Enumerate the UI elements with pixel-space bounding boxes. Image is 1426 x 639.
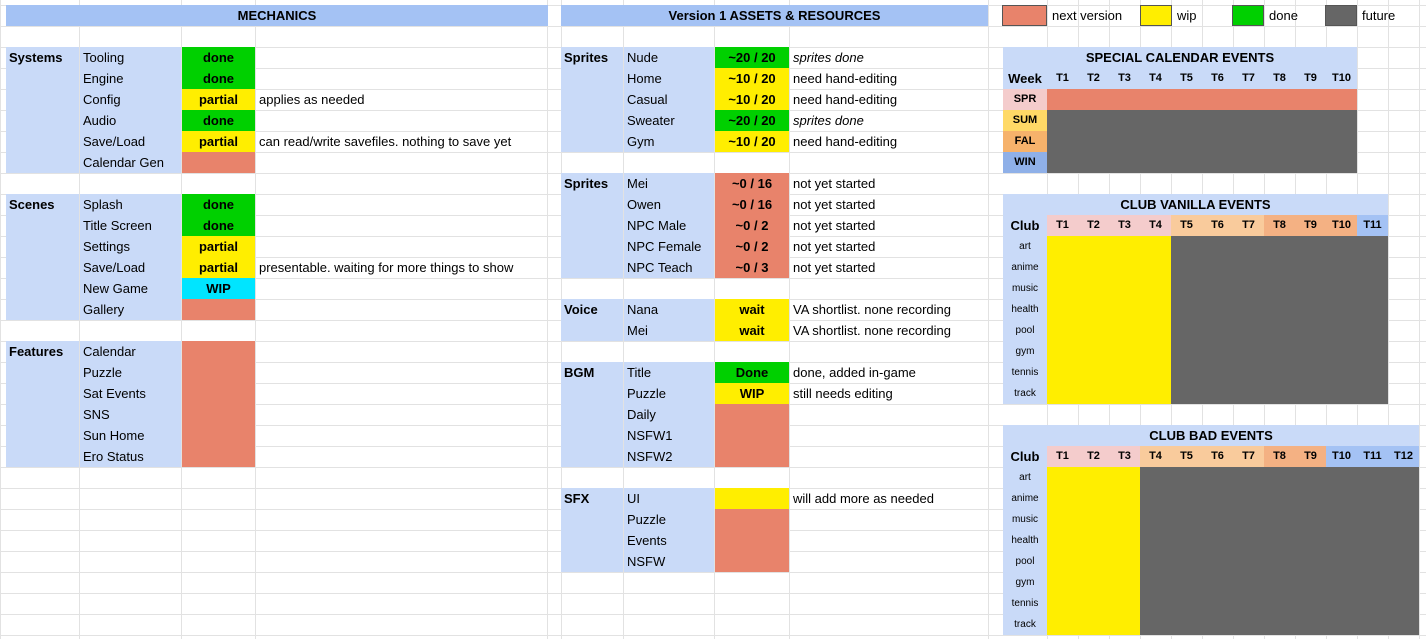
club-label[interactable]: pool <box>1003 551 1047 572</box>
note-cell[interactable]: VA shortlist. none recording <box>793 323 952 338</box>
item-label[interactable]: NSFW1 <box>624 425 714 446</box>
grid-corner[interactable]: Club <box>1003 215 1047 236</box>
special-calendar-title[interactable]: SPECIAL CALENDAR EVENTS <box>1003 47 1357 68</box>
status-cell[interactable]: partial <box>182 131 255 152</box>
status-cell[interactable] <box>715 488 789 509</box>
group-label[interactable]: Sprites <box>561 173 623 194</box>
event-cell[interactable] <box>1326 110 1357 131</box>
item-label[interactable]: Events <box>624 530 714 551</box>
turn-header[interactable]: T6 <box>1202 215 1233 236</box>
event-cell-future[interactable] <box>1140 551 1419 572</box>
group-label[interactable] <box>6 278 79 299</box>
status-cell[interactable]: ~0 / 2 <box>715 236 789 257</box>
club-bad-title[interactable]: CLUB BAD EVENTS <box>1003 425 1419 446</box>
turn-header[interactable]: T2 <box>1078 68 1109 89</box>
event-cell[interactable] <box>1140 89 1171 110</box>
turn-header[interactable]: T9 <box>1295 68 1326 89</box>
turn-header[interactable]: T12 <box>1388 446 1419 467</box>
event-cell[interactable] <box>1233 89 1264 110</box>
item-label[interactable]: Owen <box>624 194 714 215</box>
item-label[interactable]: Calendar Gen <box>80 152 181 173</box>
event-cell[interactable] <box>1264 131 1295 152</box>
turn-header[interactable]: T3 <box>1109 68 1140 89</box>
turn-header[interactable]: T7 <box>1233 446 1264 467</box>
event-cell-wip[interactable] <box>1047 572 1140 593</box>
event-cell[interactable] <box>1047 131 1078 152</box>
turn-header[interactable]: T9 <box>1295 215 1326 236</box>
legend-label: next version <box>1052 8 1123 23</box>
group-label[interactable] <box>561 68 623 89</box>
group-label[interactable]: Voice <box>561 299 623 320</box>
status-cell[interactable] <box>182 425 255 446</box>
status-cell[interactable] <box>182 362 255 383</box>
note-cell[interactable]: not yet started <box>793 218 876 233</box>
legend-swatch-future <box>1325 5 1357 26</box>
status-cell[interactable] <box>182 152 255 173</box>
event-cell[interactable] <box>1264 110 1295 131</box>
item-label[interactable]: NSFW <box>624 551 714 572</box>
event-cell-wip[interactable] <box>1047 530 1140 551</box>
event-cell[interactable] <box>1202 131 1233 152</box>
group-label[interactable] <box>561 131 623 152</box>
club-label[interactable]: gym <box>1003 572 1047 593</box>
group-label[interactable] <box>561 215 623 236</box>
note-cell[interactable]: not yet started <box>793 197 876 212</box>
group-label[interactable] <box>6 404 79 425</box>
status-cell[interactable]: ~0 / 2 <box>715 215 789 236</box>
event-cell[interactable] <box>1140 152 1171 173</box>
status-cell[interactable] <box>182 404 255 425</box>
event-cell[interactable] <box>1264 89 1295 110</box>
status-cell[interactable] <box>182 341 255 362</box>
event-cell-wip[interactable] <box>1047 299 1171 320</box>
turn-header[interactable]: T7 <box>1233 68 1264 89</box>
legend-swatch-next <box>1002 5 1047 26</box>
event-cell[interactable] <box>1140 110 1171 131</box>
item-label[interactable]: Sweater <box>624 110 714 131</box>
status-cell[interactable]: ~10 / 20 <box>715 68 789 89</box>
item-label[interactable]: NSFW2 <box>624 446 714 467</box>
event-cell-future[interactable] <box>1140 509 1419 530</box>
event-cell[interactable] <box>1109 89 1140 110</box>
event-cell-wip[interactable] <box>1047 488 1140 509</box>
turn-header[interactable]: T8 <box>1264 446 1295 467</box>
note-cell[interactable]: will add more as needed <box>793 491 934 506</box>
event-cell[interactable] <box>1326 89 1357 110</box>
turn-header[interactable]: T1 <box>1047 215 1078 236</box>
group-label[interactable] <box>561 551 623 572</box>
section-title[interactable]: MECHANICS <box>6 5 548 26</box>
item-label[interactable]: Puzzle <box>624 509 714 530</box>
turn-header[interactable]: T7 <box>1233 215 1264 236</box>
item-label[interactable]: Nana <box>624 299 714 320</box>
event-cell-future[interactable] <box>1140 593 1419 614</box>
status-cell[interactable]: done <box>182 47 255 68</box>
legend-swatch-wip <box>1140 5 1172 26</box>
item-label[interactable]: Splash <box>80 194 181 215</box>
turn-header[interactable]: T4 <box>1140 446 1171 467</box>
group-label[interactable] <box>6 446 79 467</box>
season-label[interactable]: FAL <box>1003 131 1047 152</box>
event-cell-future[interactable] <box>1171 236 1388 257</box>
event-cell[interactable] <box>1171 152 1202 173</box>
event-cell[interactable] <box>1233 152 1264 173</box>
group-label[interactable] <box>561 194 623 215</box>
group-label[interactable] <box>6 362 79 383</box>
item-label[interactable]: Save/Load <box>80 131 181 152</box>
item-label[interactable]: Casual <box>624 89 714 110</box>
event-cell[interactable] <box>1326 152 1357 173</box>
turn-header[interactable]: T11 <box>1357 215 1388 236</box>
status-cell[interactable]: done <box>182 68 255 89</box>
event-cell[interactable] <box>1202 152 1233 173</box>
event-cell-future[interactable] <box>1140 572 1419 593</box>
event-cell[interactable] <box>1171 89 1202 110</box>
event-cell-wip[interactable] <box>1047 593 1140 614</box>
note-cell[interactable]: need hand-editing <box>793 92 898 107</box>
status-cell[interactable] <box>715 551 789 572</box>
group-label[interactable] <box>6 425 79 446</box>
group-label[interactable] <box>561 530 623 551</box>
event-cell[interactable] <box>1171 131 1202 152</box>
event-cell[interactable] <box>1047 89 1078 110</box>
status-cell[interactable] <box>182 299 255 320</box>
status-cell[interactable]: done <box>182 110 255 131</box>
group-label[interactable] <box>561 257 623 278</box>
item-label[interactable]: Ero Status <box>80 446 181 467</box>
status-cell[interactable]: done <box>182 215 255 236</box>
event-cell-future[interactable] <box>1171 341 1388 362</box>
club-label[interactable]: art <box>1003 467 1047 488</box>
item-label[interactable]: Nude <box>624 47 714 68</box>
club-label[interactable]: track <box>1003 383 1047 404</box>
club-label[interactable]: art <box>1003 236 1047 257</box>
item-label[interactable]: Engine <box>80 68 181 89</box>
status-cell[interactable]: done <box>182 194 255 215</box>
note-cell[interactable]: need hand-editing <box>793 71 898 86</box>
turn-header[interactable]: T6 <box>1202 68 1233 89</box>
event-cell-future[interactable] <box>1140 614 1419 635</box>
group-label[interactable]: Features <box>6 341 79 362</box>
event-cell[interactable] <box>1202 110 1233 131</box>
event-cell[interactable] <box>1140 131 1171 152</box>
status-cell[interactable]: ~20 / 20 <box>715 47 789 68</box>
group-label[interactable] <box>561 404 623 425</box>
club-label[interactable]: health <box>1003 530 1047 551</box>
section-title[interactable]: Version 1 ASSETS & RESOURCES <box>561 5 988 26</box>
group-label[interactable]: Scenes <box>6 194 79 215</box>
turn-header[interactable]: T3 <box>1109 446 1140 467</box>
grid-corner[interactable]: Week <box>1003 68 1047 89</box>
status-cell[interactable] <box>715 404 789 425</box>
event-cell[interactable] <box>1078 152 1109 173</box>
group-label[interactable]: BGM <box>561 362 623 383</box>
grid-corner[interactable]: Club <box>1003 446 1047 467</box>
item-label[interactable]: NPC Male <box>624 215 714 236</box>
group-label[interactable]: SFX <box>561 488 623 509</box>
turn-header[interactable]: T8 <box>1264 215 1295 236</box>
turn-header[interactable]: T10 <box>1326 215 1357 236</box>
note-cell[interactable]: done, added in-game <box>793 365 916 380</box>
status-cell[interactable]: ~20 / 20 <box>715 110 789 131</box>
season-label[interactable]: WIN <box>1003 152 1047 173</box>
club-label[interactable]: tennis <box>1003 362 1047 383</box>
event-cell-future[interactable] <box>1171 278 1388 299</box>
status-cell[interactable] <box>715 446 789 467</box>
group-label[interactable] <box>6 131 79 152</box>
event-cell-future[interactable] <box>1171 257 1388 278</box>
event-cell-wip[interactable] <box>1047 278 1171 299</box>
event-cell-wip[interactable] <box>1047 236 1171 257</box>
item-label[interactable]: Mei <box>624 173 714 194</box>
event-cell[interactable] <box>1295 131 1326 152</box>
legend-swatch-done <box>1232 5 1264 26</box>
turn-header[interactable]: T9 <box>1295 446 1326 467</box>
club-label[interactable]: anime <box>1003 488 1047 509</box>
club-label[interactable]: anime <box>1003 257 1047 278</box>
turn-header[interactable]: T11 <box>1357 446 1388 467</box>
group-label[interactable] <box>561 383 623 404</box>
club-label[interactable]: pool <box>1003 320 1047 341</box>
event-cell-wip[interactable] <box>1047 551 1140 572</box>
event-cell[interactable] <box>1078 131 1109 152</box>
event-cell-future[interactable] <box>1171 320 1388 341</box>
event-cell-wip[interactable] <box>1047 467 1140 488</box>
club-label[interactable]: tennis <box>1003 593 1047 614</box>
status-cell[interactable]: ~0 / 16 <box>715 194 789 215</box>
legend-label: future <box>1362 8 1396 23</box>
season-label[interactable]: SPR <box>1003 89 1047 110</box>
legend-label: wip <box>1177 8 1197 23</box>
group-label[interactable] <box>6 215 79 236</box>
item-label[interactable]: Gallery <box>80 299 181 320</box>
event-cell[interactable] <box>1109 131 1140 152</box>
group-label[interactable] <box>6 68 79 89</box>
event-cell-wip[interactable] <box>1047 614 1140 635</box>
event-cell-wip[interactable] <box>1047 257 1171 278</box>
club-label[interactable]: track <box>1003 614 1047 635</box>
item-label[interactable]: Tooling <box>80 47 181 68</box>
item-label[interactable]: SNS <box>80 404 181 425</box>
group-label[interactable] <box>561 110 623 131</box>
status-cell[interactable]: partial <box>182 257 255 278</box>
status-cell[interactable] <box>715 530 789 551</box>
event-cell-future[interactable] <box>1171 383 1388 404</box>
turn-header[interactable]: T10 <box>1326 446 1357 467</box>
group-label[interactable]: Systems <box>6 47 79 68</box>
status-cell[interactable]: wait <box>715 299 789 320</box>
status-cell[interactable] <box>715 509 789 530</box>
club-label[interactable]: music <box>1003 509 1047 530</box>
note-cell[interactable]: sprites done <box>793 50 864 65</box>
item-label[interactable]: Sat Events <box>80 383 181 404</box>
turn-header[interactable]: T5 <box>1171 215 1202 236</box>
event-cell[interactable] <box>1047 110 1078 131</box>
group-label[interactable] <box>6 110 79 131</box>
event-cell[interactable] <box>1078 110 1109 131</box>
event-cell-wip[interactable] <box>1047 383 1171 404</box>
event-cell-wip[interactable] <box>1047 341 1171 362</box>
status-cell[interactable]: ~0 / 16 <box>715 173 789 194</box>
event-cell[interactable] <box>1264 152 1295 173</box>
event-cell[interactable] <box>1233 110 1264 131</box>
turn-header[interactable]: T2 <box>1078 446 1109 467</box>
event-cell[interactable] <box>1078 89 1109 110</box>
turn-header[interactable]: T5 <box>1171 68 1202 89</box>
club-label[interactable]: music <box>1003 278 1047 299</box>
event-cell[interactable] <box>1295 110 1326 131</box>
group-label[interactable] <box>6 152 79 173</box>
event-cell[interactable] <box>1326 131 1357 152</box>
note-cell[interactable]: presentable. waiting for more things to show <box>259 260 514 275</box>
club-vanilla-title[interactable]: CLUB VANILLA EVENTS <box>1003 194 1388 215</box>
event-cell[interactable] <box>1109 110 1140 131</box>
status-cell[interactable] <box>715 425 789 446</box>
note-cell[interactable]: still needs editing <box>793 386 893 401</box>
note-cell[interactable]: applies as needed <box>259 92 365 107</box>
item-label[interactable]: Title Screen <box>80 215 181 236</box>
status-cell[interactable] <box>182 446 255 467</box>
item-label[interactable]: NPC Female <box>624 236 714 257</box>
item-label[interactable]: Sun Home <box>80 425 181 446</box>
group-label[interactable] <box>561 509 623 530</box>
item-label[interactable]: New Game <box>80 278 181 299</box>
club-label[interactable]: gym <box>1003 341 1047 362</box>
status-cell[interactable]: ~0 / 3 <box>715 257 789 278</box>
event-cell-wip[interactable] <box>1047 509 1140 530</box>
event-cell-wip[interactable] <box>1047 320 1171 341</box>
club-label[interactable]: health <box>1003 299 1047 320</box>
event-cell-future[interactable] <box>1171 362 1388 383</box>
turn-header[interactable]: T1 <box>1047 446 1078 467</box>
event-cell[interactable] <box>1047 152 1078 173</box>
group-label[interactable] <box>561 446 623 467</box>
status-cell[interactable]: Done <box>715 362 789 383</box>
group-label[interactable] <box>6 236 79 257</box>
group-label[interactable] <box>561 425 623 446</box>
status-cell[interactable]: partial <box>182 236 255 257</box>
item-label[interactable]: Calendar <box>80 341 181 362</box>
event-cell[interactable] <box>1109 152 1140 173</box>
note-cell[interactable]: not yet started <box>793 176 876 191</box>
item-label[interactable]: Mei <box>624 320 714 341</box>
status-cell[interactable]: WIP <box>182 278 255 299</box>
event-cell-future[interactable] <box>1140 530 1419 551</box>
note-cell[interactable]: not yet started <box>793 239 876 254</box>
item-label[interactable]: Config <box>80 89 181 110</box>
status-cell[interactable]: WIP <box>715 383 789 404</box>
turn-header[interactable]: T6 <box>1202 446 1233 467</box>
event-cell-future[interactable] <box>1171 299 1388 320</box>
note-cell[interactable]: can read/write savefiles. nothing to save yet <box>259 134 512 149</box>
turn-header[interactable]: T3 <box>1109 215 1140 236</box>
event-cell[interactable] <box>1295 152 1326 173</box>
status-cell[interactable] <box>182 383 255 404</box>
event-cell-future[interactable] <box>1140 488 1419 509</box>
group-label[interactable] <box>561 320 623 341</box>
note-cell[interactable]: not yet started <box>793 260 876 275</box>
group-label[interactable] <box>561 89 623 110</box>
group-label[interactable] <box>6 257 79 278</box>
item-label[interactable]: Daily <box>624 404 714 425</box>
item-label[interactable]: Puzzle <box>80 362 181 383</box>
status-cell[interactable]: partial <box>182 89 255 110</box>
turn-header[interactable]: T1 <box>1047 68 1078 89</box>
status-cell[interactable]: ~10 / 20 <box>715 89 789 110</box>
event-cell-future[interactable] <box>1140 467 1419 488</box>
item-label[interactable]: UI <box>624 488 714 509</box>
item-label[interactable]: Audio <box>80 110 181 131</box>
event-cell[interactable] <box>1233 131 1264 152</box>
note-cell[interactable]: VA shortlist. none recording <box>793 302 952 317</box>
item-label[interactable]: Gym <box>624 131 714 152</box>
item-label[interactable]: Home <box>624 68 714 89</box>
note-cell[interactable]: need hand-editing <box>793 134 898 149</box>
event-cell[interactable] <box>1202 89 1233 110</box>
group-label[interactable] <box>561 236 623 257</box>
turn-header[interactable]: T4 <box>1140 68 1171 89</box>
event-cell[interactable] <box>1295 89 1326 110</box>
item-label[interactable]: Puzzle <box>624 383 714 404</box>
note-cell[interactable]: sprites done <box>793 113 864 128</box>
turn-header[interactable]: T5 <box>1171 446 1202 467</box>
legend-label: done <box>1269 8 1298 23</box>
event-cell-wip[interactable] <box>1047 362 1171 383</box>
season-label[interactable]: SUM <box>1003 110 1047 131</box>
group-label[interactable]: Sprites <box>561 47 623 68</box>
turn-header[interactable]: T8 <box>1264 68 1295 89</box>
status-cell[interactable]: ~10 / 20 <box>715 131 789 152</box>
group-label[interactable] <box>6 299 79 320</box>
group-label[interactable] <box>6 89 79 110</box>
item-label[interactable]: Settings <box>80 236 181 257</box>
item-label[interactable]: Title <box>624 362 714 383</box>
event-cell[interactable] <box>1171 110 1202 131</box>
turn-header[interactable]: T10 <box>1326 68 1357 89</box>
item-label[interactable]: Save/Load <box>80 257 181 278</box>
turn-header[interactable]: T4 <box>1140 215 1171 236</box>
turn-header[interactable]: T2 <box>1078 215 1109 236</box>
group-label[interactable] <box>6 383 79 404</box>
item-label[interactable]: NPC Teach <box>624 257 714 278</box>
status-cell[interactable]: wait <box>715 320 789 341</box>
